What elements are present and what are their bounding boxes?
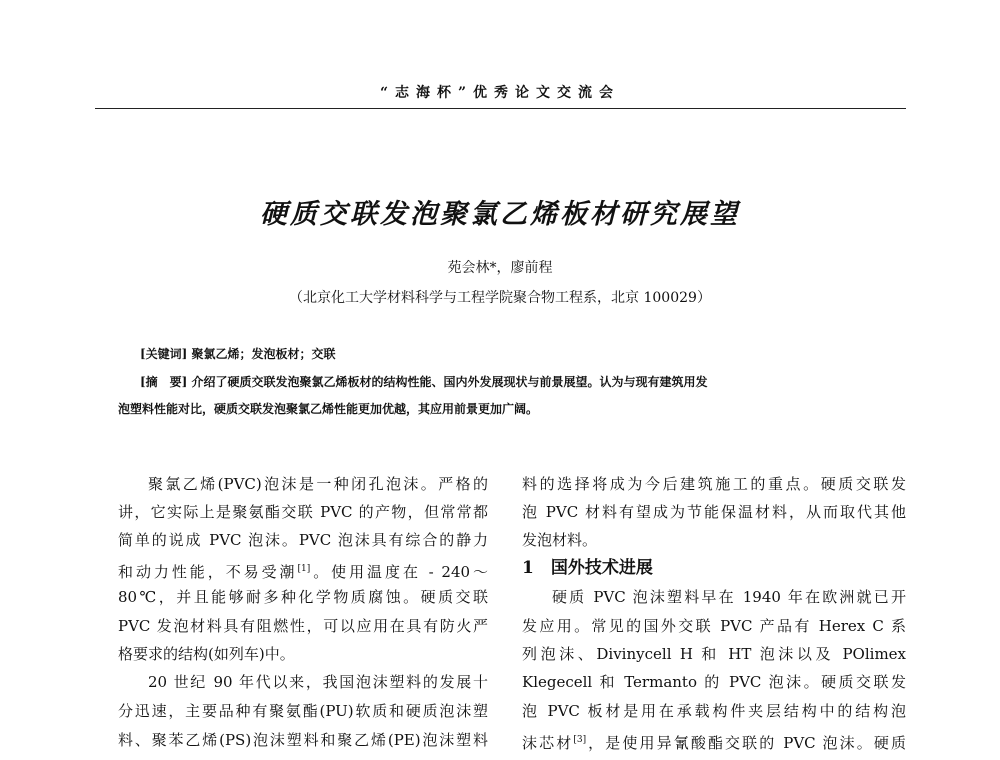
body-line xyxy=(522,730,906,753)
body-line: 聚氯乙烯(PVC)泡沫是一种闭孔泡沫。严格的 xyxy=(148,475,488,493)
body-text: ，是使用异氰酸酯交联的 PVC 泡沫。硬质 xyxy=(586,734,906,752)
header-rule xyxy=(95,108,906,109)
citation: [3] xyxy=(573,735,587,745)
body-line: 发应用。常见的国外交联 PVC 产品有 Herex C 系 xyxy=(522,617,906,635)
body-line: 80℃，并且能够耐多种化学物质腐蚀。硬质交联 xyxy=(118,588,488,606)
citation: [1] xyxy=(297,564,311,574)
body-line: Klegecell 和 Termanto 的 PVC 泡沫。硬质交联发 xyxy=(522,673,906,691)
keywords xyxy=(140,345,336,362)
body-line: 讲，它实际上是聚氨酯交联 PVC 的产物，但常常都 xyxy=(118,503,488,521)
body-text: 和动力性能，不易受潮 xyxy=(118,563,298,581)
paper-title: 硬质交联发泡聚氯乙烯板材研究展望 xyxy=(260,199,740,230)
body-line: 格要求的结构(如列车)中。 xyxy=(118,645,295,663)
abstract-text: 介绍了硬质交联发泡聚氯乙烯板材的结构性能、国内外发展现状与前景展望。认为与现有建筑用发 xyxy=(191,375,708,389)
body-line: 列泡沫、Divinycell H 和 HT 泡沫以及 POlimex xyxy=(522,645,906,663)
body-line: 20 世纪 90 年代以来，我国泡沫塑料的发展十 xyxy=(148,673,488,691)
affiliation: （北京化工大学材料科学与工程学院聚合物工程系，北京 100029） xyxy=(289,290,711,306)
abstract-line-1 xyxy=(140,373,708,390)
body-text: 沫芯材 xyxy=(522,734,574,752)
body-line: 发泡材料。 xyxy=(522,531,598,549)
abstract-line-2: 泡塑料性能对比，硬质交联发泡聚氯乙烯性能更加优越，其应用前景更加广阔。 xyxy=(118,402,539,416)
body-line: 简单的说成 PVC 泡沫。PVC 泡沫具有综合的静力 xyxy=(118,531,488,549)
abstract-label: [摘 要] xyxy=(140,375,188,389)
body-line: 料的选择将成为今后建筑施工的重点。硬质交联发 xyxy=(522,475,906,493)
body-text: 。使用温度在 - 240～ xyxy=(310,563,488,581)
body-line: 泡 PVC 材料有望成为节能保温材料，从而取代其他 xyxy=(522,503,906,521)
body-line: 硬质 PVC 泡沫塑料早在 1940 年在欧洲就已开 xyxy=(552,588,906,606)
running-header: “志海杯”优秀论文交流会 xyxy=(379,85,621,101)
section-heading: 1 国外技术进展 xyxy=(522,558,653,578)
keywords-label: [关键词] xyxy=(140,347,188,361)
body-line: 泡 PVC 板材是用在承载构件夹层结构中的结构泡 xyxy=(522,702,906,720)
keywords-text: 聚氯乙烯；发泡板材；交联 xyxy=(191,347,336,361)
body-line: 料、聚苯乙烯(PS)泡沫塑料和聚乙烯(PE)泡沫塑料 xyxy=(118,731,488,749)
body-line: PVC 发泡材料具有阻燃性，可以应用在具有防火严 xyxy=(118,617,488,635)
body-line xyxy=(118,559,488,582)
body-line: 分迅速，主要品种有聚氨酯(PU)软质和硬质泡沫塑 xyxy=(118,702,488,720)
authors: 苑会林*，廖前程 xyxy=(447,260,553,276)
